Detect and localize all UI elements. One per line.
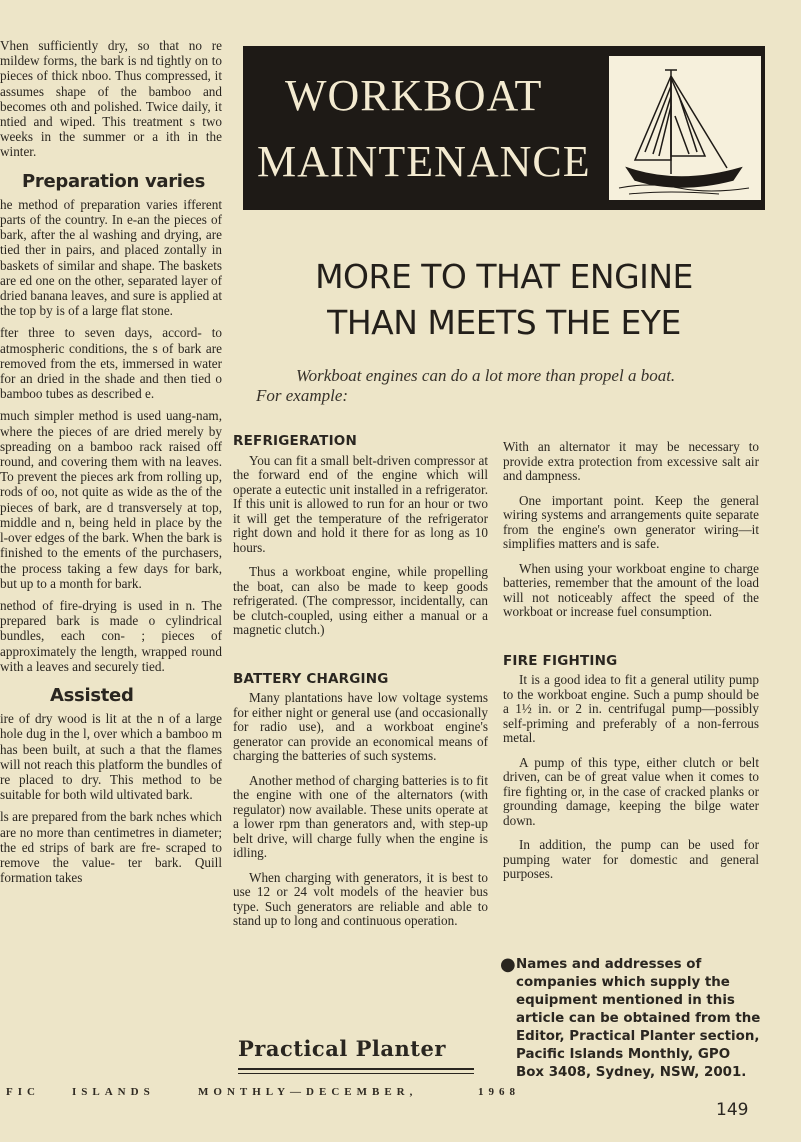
left-paragraph: nethod of fire-drying is used in n. The prepared bark is made o cylindrical bundles, each con- ; pieces of approximately the length, wrapped round with a leaves and securely tied. [0, 597, 222, 674]
sailboat-icon [609, 56, 761, 200]
brand-rule [238, 1068, 474, 1070]
left-paragraph: ire of dry wood is lit at the n of a large hole dug in the l, over which a bamboo m has been built, at such a that the flames will not reach this platform the bundles of re placed to dry. This method to be suitable for both wild ultivated bark. [0, 711, 222, 803]
headline-line1: MORE TO THAT ENGINE [315, 257, 693, 296]
section-heading-fire-fighting: FIRE FIGHTING [503, 652, 618, 669]
banner-title-line2: MAINTENANCE [257, 137, 591, 186]
journal-year: 1968 [478, 1086, 520, 1098]
left-paragraph: ls are prepared from the bark nches which are no more than centimetres in diameter; the ed strips of bark are fre- scraped to remove the value- ter bark. Quill formation takes [0, 809, 222, 886]
practical-planter-brand: Practical Planter [238, 1036, 446, 1061]
body-paragraph: It is a good idea to fit a general utility pump to the workboat engine. Such a pump should be a 1½ in. or 2 in. centrifugal pump—possibly self-priming and preferably of a non-ferrous metal. [503, 672, 759, 745]
article-headline [248, 254, 760, 346]
body-paragraph: A pump of this type, either clutch or belt driven, can be of great value when it comes to fire fighting or, in the case of cracked planks or grounding damage, keeping the bilge water down. [503, 754, 759, 828]
article-column-middle [233, 434, 488, 939]
left-column [0, 38, 222, 892]
body-paragraph: When using your workboat engine to charge batteries, remember that the amount of the load will not noticeably affect the speed of the workboat or increase fuel consumption. [503, 560, 759, 619]
left-paragraph: he method of preparation varies ifferent parts of the country. In e-an the pieces of bark, after the al washing and drying, are tied ther in pairs, and placed zontally in baskets of similar and shape. The baskets are ed one on the other, separated layer of dried banana leaves, and sure is applied at the top by is of a large flat stone. [0, 196, 222, 319]
sailboat-illustration [609, 56, 761, 200]
intro-line2: For example: [256, 386, 349, 405]
body-paragraph: When charging with generators, it is best to use 12 or 24 volt models of the heavier bus type. Such generators are reliable and able to stand up to long and continuous operation. [233, 869, 488, 928]
journal-name-part: FIC [6, 1086, 40, 1098]
brand-rule [238, 1073, 474, 1074]
page-number: 149 [716, 1100, 749, 1120]
journal-name-part: ISLANDS [72, 1086, 155, 1098]
left-paragraph: fter three to seven days, accord- to atmospheric conditions, the s of bark are removed from the ets, immersed in water for an dried in the shade and then tied o bamboo tubes as described e. [0, 325, 222, 402]
workboat-maintenance-banner [243, 46, 765, 210]
section-heading-refrigeration: REFRIGERATION [233, 433, 357, 449]
section-heading: Assisted [50, 684, 134, 706]
banner-title-line1: WORKBOAT [285, 71, 543, 120]
body-paragraph: In addition, the pump can be used for pumping water for domestic and general purposes. [503, 837, 759, 881]
body-paragraph: With an alternator it may be necessary to provide extra protection from excessive salt air and dampness. [503, 439, 759, 483]
body-paragraph: Many plantations have low voltage systems for either night or general use (and occasionally for radio use), and a workboat engine's generator can provide an economical means of charging the batteries of such systems. [233, 690, 488, 763]
body-paragraph: Thus a workboat engine, while propelling the boat, can also be made to keep goods refrigerated. (The compressor, incidentally, can be clutch-coupled, using either a manual or a magnetic clutch.) [233, 564, 488, 637]
left-paragraph: Vhen sufficiently dry, so that no re mildew forms, the bark is nd tightly on to pieces of thick nboo. Thus compressed, it assumes shape of the bamboo and becomes oth and polished. Twice daily, it ntied and wiped. This treatment s two weeks in the summer or a ith in the winter. [0, 38, 222, 160]
body-paragraph: One important point. Keep the general wiring systems and arrangements quite separate from the engine's own generator wiring—it simplifies matters and is safe. [503, 492, 759, 551]
article-column-right [503, 440, 759, 892]
left-paragraph: much simpler method is used uang-nam, where the pieces of are dried merely by spreading on a bamboo rack raised off round, and covering them with na leaves. To prevent the pieces ark from rolling up, rods of oo, not quite as wide as the of the pieces of bark, are d transversely at top, middle and n, being held in place by the l-over edges of the bark. When the bark is finished to the ements of the purchasers, the process taking a few days for bark, but up to a month for bark. [0, 408, 222, 591]
headline-line2: THAN MEETS THE EYE [327, 303, 681, 342]
intro-line1: Workboat engines can do a lot more than propel a boat. [296, 366, 676, 385]
bullet-icon: ● [500, 954, 516, 975]
supplier-note [500, 956, 762, 1082]
supplier-note-text: Names and addresses of companies which supply the equipment mentioned in this article can be obtained from the Editor, Practical Planter section, Pacific Islands Monthly, GPO Box 3408, Sydney, NSW, 2001. [516, 957, 761, 1080]
section-heading-battery-charging: BATTERY CHARGING [233, 670, 389, 687]
article-intro [256, 366, 756, 406]
journal-issue: MONTHLY—DECEMBER, [198, 1086, 418, 1098]
body-paragraph: You can fit a small belt-driven compressor at the forward end of the engine which will operate a eutectic unit installed in a refrigerator. If this unit is allowed to run for an hour or two it will get the temperature of the refrigerator right down and hold it there for as long as 10 hours. [233, 452, 488, 555]
section-heading: Preparation varies [22, 170, 206, 192]
body-paragraph: Another method of charging batteries is to fit the engine with one of the alternators (with regulator) now available. These units operate at a lower rpm than generators and, with step-up belt drive, will charge fully when the engine is idling. [233, 772, 488, 860]
